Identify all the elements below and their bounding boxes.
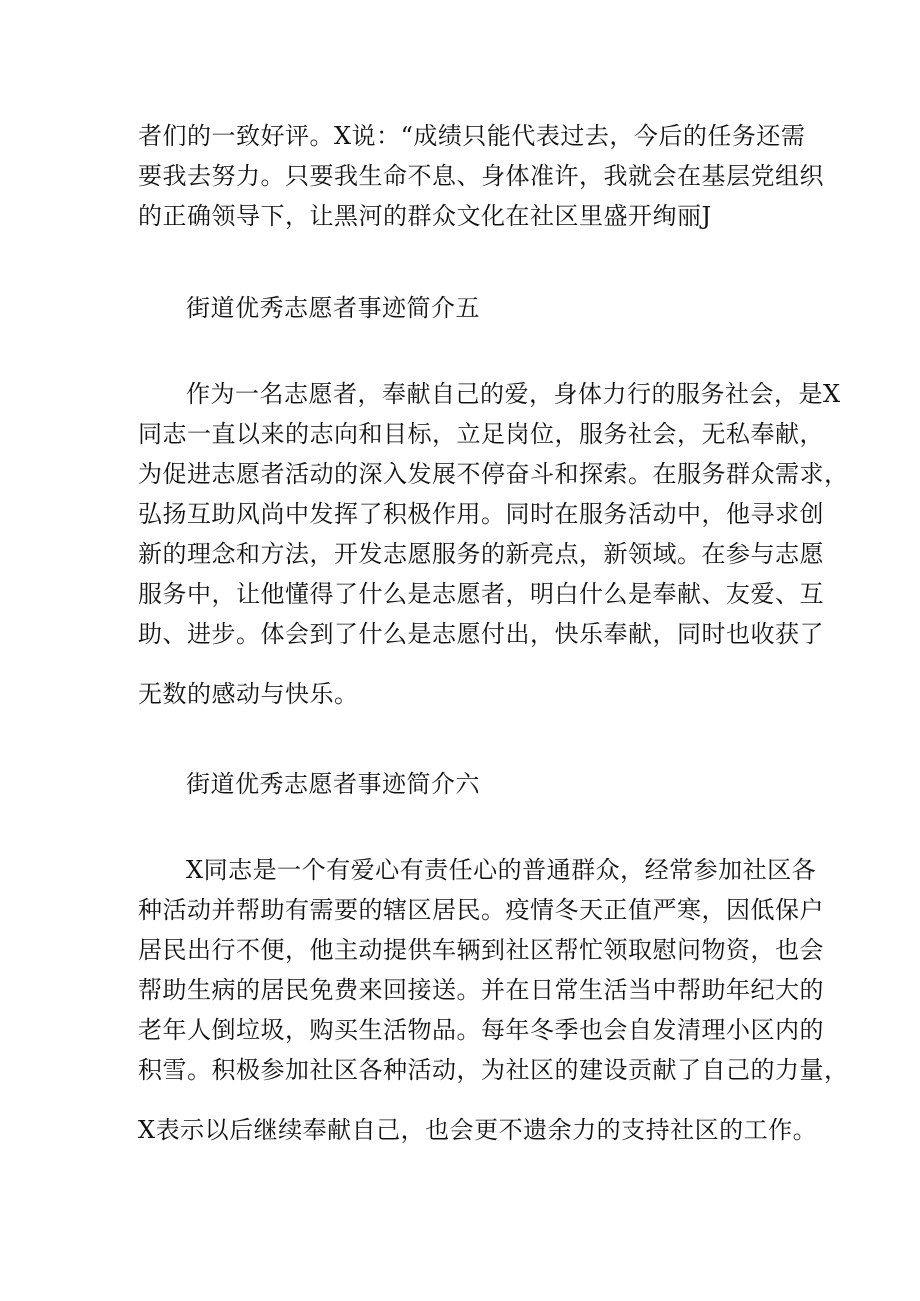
paragraph-5-line-2: 同志一直以来的志向和目标，立足岗位，服务社会，无私奉献， xyxy=(138,420,824,448)
paragraph-6-line-4: 帮助生病的居民免费来回接送。并在日常生活当中帮助年纪大的 xyxy=(138,976,824,1004)
paragraph-5-line-1: 作为一名志愿者，奉献自己的爱，身体力行的服务社会，是X xyxy=(186,380,841,408)
paragraph-1-line-2: 要我去努力。只要我生命不息、身体准许，我就会在基层党组织 xyxy=(138,162,824,190)
paragraph-5-line-7: 助、进步。体会到了什么是志愿付出，快乐奉献，同时也收获了 xyxy=(138,620,824,648)
paragraph-6-line-7: X表示以后继续奉献自己，也会更不遗余力的支持社区的工作。 xyxy=(138,1116,818,1144)
paragraph-6-line-2: 种活动并帮助有需要的辖区居民。疫情冬天正值严寒，因低保户 xyxy=(138,896,824,924)
section-heading-6: 街道优秀志愿者事迹简介六 xyxy=(186,770,480,798)
section-heading-5: 街道优秀志愿者事迹简介五 xyxy=(186,294,480,322)
paragraph-6-line-3: 居民出行不便，他主动提供车辆到社区帮忙领取慰问物资，也会 xyxy=(138,936,824,964)
paragraph-6-line-6: 积雪。积极参加社区各种活动，为社区的建设贡献了自己的力量， xyxy=(138,1056,849,1084)
paragraph-5-line-3: 为促进志愿者活动的深入发展不停奋斗和探索。在服务群众需求， xyxy=(138,460,849,488)
paragraph-1-line-3: 的正确领导下，让黑河的群众文化在社区里盛开绚丽J xyxy=(138,202,712,230)
paragraph-5-line-5: 新的理念和方法，开发志愿服务的新亮点，新领域。在参与志愿 xyxy=(138,540,824,568)
paragraph-5-line-8: 无数的感动与快乐。 xyxy=(138,680,359,708)
paragraph-1-line-1: 者们的一致好评。X说：“成绩只能代表过去，今后的任务还需 xyxy=(138,122,806,150)
paragraph-5-line-6: 服务中，让他懂得了什么是志愿者，明白什么是奉献、友爱、互 xyxy=(138,580,824,608)
paragraph-5-line-4: 弘扬互助风尚中发挥了积极作用。同时在服务活动中，他寻求创 xyxy=(138,500,824,528)
paragraph-6-line-1: X同志是一个有爱心有责任心的普通群众，经常参加社区各 xyxy=(186,856,817,884)
paragraph-6-line-5: 老年人倒垃圾，购买生活物品。每年冬季也会自发清理小区内的 xyxy=(138,1016,824,1044)
